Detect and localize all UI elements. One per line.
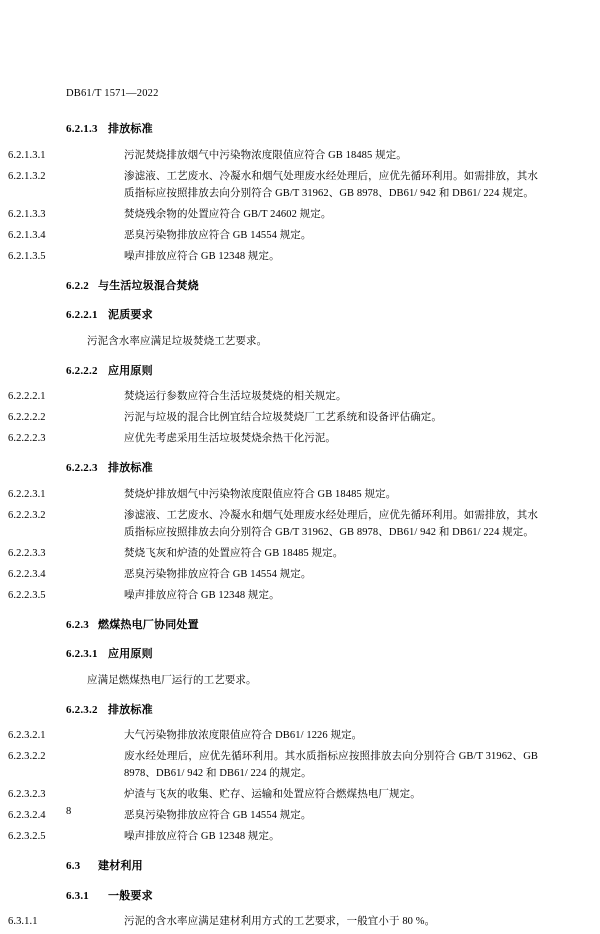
section-number: 6.2.2.3 xyxy=(66,462,98,474)
clause-paragraph xyxy=(8,587,538,604)
clause-number: 6.2.1.3.1 xyxy=(8,149,46,161)
section-heading xyxy=(66,121,538,138)
section-title: 建材利用 xyxy=(98,860,143,872)
section-number: 6.2.2 xyxy=(66,279,89,292)
section-title: 排放标准 xyxy=(108,462,153,474)
section-heading xyxy=(66,858,538,875)
clause-paragraph xyxy=(8,748,538,782)
page-number: 8 xyxy=(66,806,72,817)
clause-paragraph xyxy=(66,672,538,689)
clause-number: 6.2.3.2.5 xyxy=(8,831,46,842)
clause-text: 焚烧炉排放烟气中污染物浓度限值应符合 GB 18485 规定。 xyxy=(124,488,397,500)
clause-text: 污泥与垃圾的混合比例宜结合垃圾焚烧厂工艺系统和设备评估确定。 xyxy=(124,412,442,423)
clause-text: 污泥焚烧排放烟气中污染物浓度限值应符合 GB 18485 规定。 xyxy=(124,149,407,161)
section-number: 6.2.3.2 xyxy=(66,703,98,716)
section-title: 应用原则 xyxy=(108,648,153,660)
clause-paragraph xyxy=(8,248,538,265)
clause-text: 恶臭污染物排放应符合 GB 14554 规定。 xyxy=(124,810,312,821)
clause-paragraph xyxy=(8,206,538,223)
clause-text: 污泥含水率应满足垃圾焚烧工艺要求。 xyxy=(87,335,268,347)
document-body xyxy=(8,121,538,930)
section-title: 与生活垃圾混合焚烧 xyxy=(98,279,199,292)
section-number: 6.2.2.1 xyxy=(66,309,98,321)
clause-number: 6.2.2.3.2 xyxy=(8,509,46,521)
clause-number: 6.2.2.2.1 xyxy=(8,391,46,402)
clause-text: 废水经处理后，应优先循环利用。其水质指标应按照排放去向分别符合 GB/T 31962、GB 8978、DB61/ 942 和 DB61/ 224 的规定。 xyxy=(124,751,538,779)
clause-text: 焚烧飞灰和炉渣的处置应符合 GB 18485 规定。 xyxy=(124,547,344,559)
section-number: 6.3 xyxy=(66,860,81,872)
clause-text: 恶臭污染物排放应符合 GB 14554 规定。 xyxy=(124,568,312,580)
clause-number: 6.2.1.3.5 xyxy=(8,250,46,262)
clause-number: 6.2.2.3.3 xyxy=(8,547,46,559)
clause-text: 噪声排放应符合 GB 12348 规定。 xyxy=(124,831,280,842)
clause-text: 渗滤液、工艺废水、冷凝水和烟气处理废水经处理后，应优先循环利用。如需排放，其水质指标应按照排放去向分别符合 GB/T 31962、GB 8978、DB61/ 942 和 DB61/ 224 规定。 xyxy=(124,170,538,199)
section-number: 6.3.1 xyxy=(66,889,89,902)
clause-text: 焚烧运行参数应符合生活垃圾焚烧的相关规定。 xyxy=(124,391,347,402)
clause-text: 炉渣与飞灰的收集、贮存、运输和处置应符合燃煤热电厂规定。 xyxy=(124,789,421,800)
section-title: 一般要求 xyxy=(108,889,153,902)
clause-number: 6.2.2.3.4 xyxy=(8,568,46,580)
section-title: 排放标准 xyxy=(108,703,153,716)
clause-number: 6.2.1.3.3 xyxy=(8,208,46,220)
clause-text: 大气污染物排放浓度限值应符合 DB61/ 1226 规定。 xyxy=(124,730,363,741)
section-heading xyxy=(66,646,538,663)
clause-paragraph xyxy=(8,913,538,930)
clause-paragraph xyxy=(8,147,538,164)
clause-text: 噪声排放应符合 GB 12348 规定。 xyxy=(124,250,280,262)
section-heading xyxy=(66,363,538,380)
clause-number: 6.2.1.3.2 xyxy=(8,170,46,182)
clause-paragraph xyxy=(8,168,538,202)
clause-text: 污泥的含水率应满足建材利用方式的工艺要求，一般宜小于 80 %。 xyxy=(124,916,436,927)
clause-paragraph xyxy=(8,388,538,405)
section-title: 燃煤热电厂协同处置 xyxy=(98,618,199,631)
standard-header: DB61/T 1571—2022 xyxy=(66,88,159,99)
clause-paragraph xyxy=(8,409,538,426)
section-heading xyxy=(66,278,538,295)
section-number: 6.2.3.1 xyxy=(66,648,98,660)
clause-paragraph xyxy=(8,807,538,824)
clause-text: 恶臭污染物排放应符合 GB 14554 规定。 xyxy=(124,229,312,241)
clause-paragraph xyxy=(8,430,538,447)
clause-paragraph xyxy=(8,727,538,744)
clause-paragraph xyxy=(66,333,538,350)
clause-text: 应优先考虑采用生活垃圾焚烧余热干化污泥。 xyxy=(124,433,336,444)
section-number: 6.2.3 xyxy=(66,618,89,631)
section-title: 泥质要求 xyxy=(108,309,153,321)
clause-text: 噪声排放应符合 GB 12348 规定。 xyxy=(124,589,280,601)
clause-paragraph xyxy=(8,786,538,803)
section-title: 应用原则 xyxy=(108,364,153,377)
clause-number: 6.2.2.2.2 xyxy=(8,412,46,423)
section-heading xyxy=(66,307,538,324)
clause-paragraph xyxy=(8,566,538,583)
clause-paragraph xyxy=(8,507,538,541)
clause-number: 6.2.2.3.5 xyxy=(8,589,46,601)
page-content xyxy=(8,88,538,934)
section-heading xyxy=(66,460,538,477)
clause-number: 6.2.3.2.1 xyxy=(8,730,46,741)
clause-paragraph xyxy=(8,227,538,244)
clause-paragraph xyxy=(8,828,538,845)
section-title: 排放标准 xyxy=(108,123,153,135)
clause-number: 6.3.1.1 xyxy=(8,916,38,927)
clause-number: 6.2.1.3.4 xyxy=(8,229,46,241)
section-number: 6.2.1.3 xyxy=(66,123,98,135)
clause-text: 应满足燃煤热电厂运行的工艺要求。 xyxy=(87,674,257,686)
clause-number: 6.2.2.2.3 xyxy=(8,433,46,444)
clause-text: 渗滤液、工艺废水、冷凝水和烟气处理废水经处理后，应优先循环利用。如需排放，其水质指标应按照排放去向分别符合 GB/T 31962、GB 8978、DB61/ 942 和 DB61/ 224 规定。 xyxy=(124,509,538,538)
clause-number: 6.2.2.3.1 xyxy=(8,488,46,500)
clause-paragraph xyxy=(8,545,538,562)
clause-number: 6.2.3.2.4 xyxy=(8,810,46,821)
clause-paragraph xyxy=(8,486,538,503)
clause-text: 焚烧残余物的处置应符合 GB/T 24602 规定。 xyxy=(124,208,332,220)
section-heading xyxy=(66,888,538,905)
section-heading xyxy=(66,617,538,634)
clause-number: 6.2.3.2.3 xyxy=(8,789,46,800)
section-number: 6.2.2.2 xyxy=(66,364,98,377)
section-heading xyxy=(66,702,538,719)
clause-number: 6.2.3.2.2 xyxy=(8,751,46,762)
